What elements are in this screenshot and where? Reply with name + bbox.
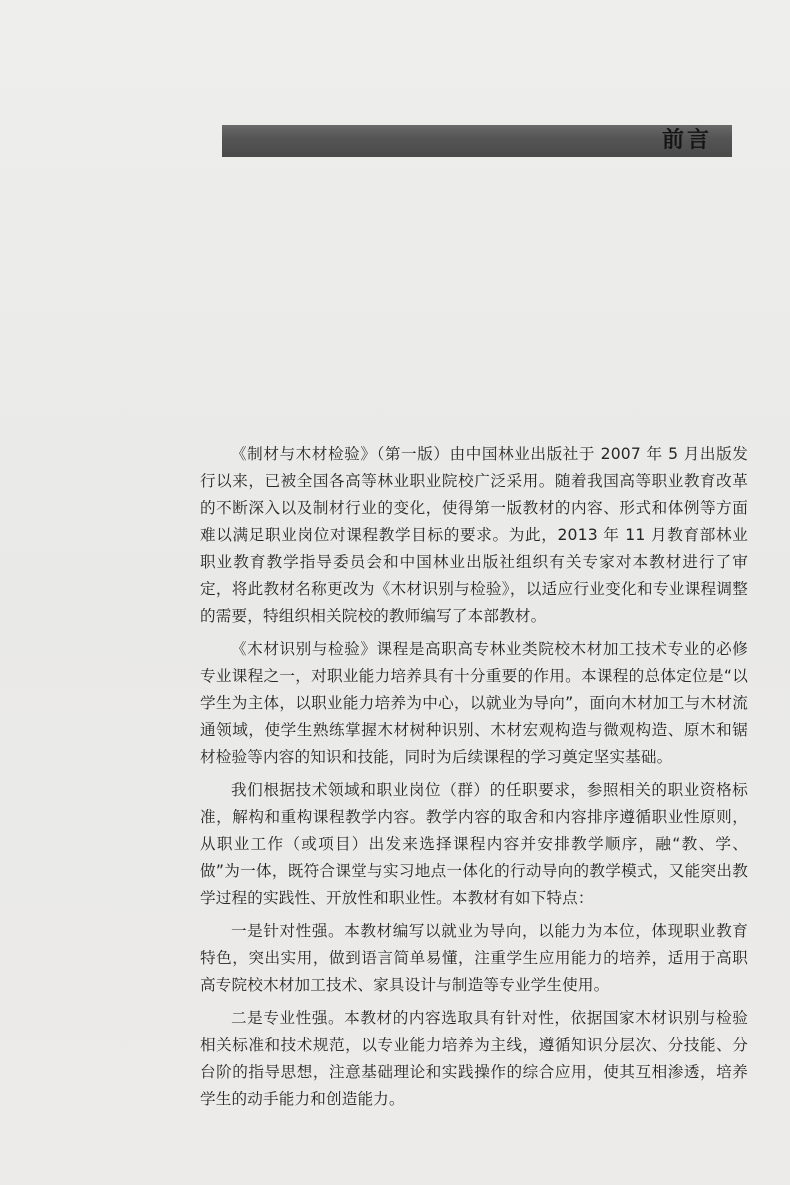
paragraph-5: 二是专业性强。本教材的内容选取具有针对性，依据国家木材识别与检验相关标准和技术规范，以专业能力培养为主线，遵循知识分层次、分技能、分台阶的指导思想，注意基础理论和实践操作的综合应用，使其互相渗透，培养学生的动手能力和创造能力。 bbox=[200, 1009, 748, 1108]
paragraph-4: 一是针对性强。本教材编写以就业为导向，以能力为本位，体现职业教育特色，突出实用，做到语言简单易懂，注重学生应用能力的培养，适用于高职高专院校木材加工技术、家具设计与制造等专业学生使用。 bbox=[200, 922, 748, 994]
preface-body bbox=[200, 441, 748, 1119]
page-title: 前言 bbox=[661, 128, 712, 153]
paragraph-1: 《制材与木材检验》（第一版）由中国林业出版社于 2007 年 5 月出版发行以来，已被全国各高等林业职业院校广泛采用。随着我国高等职业教育改革的不断深入以及制材行业的变化，使得第一版教材的内容、形式和体例等方面难以满足职业岗位对课程教学目标的要求。为此，2013 年 11 月教育部林业职业教育教学指导委员会和中国林业出版社组织有关专家对本教材进行了审定，将此教材名称更改为《木材识别与检验》，以适应行业变化和专业课程调整的需要，特组织相关院校的教师编写了本部教材。 bbox=[200, 445, 748, 625]
paragraph-2: 《木材识别与检验》课程是高职高专林业类院校木材加工技术专业的必修专业课程之一，对职业能力培养具有十分重要的作用。本课程的总体定位是“以学生为主体，以职业能力培养为中心，以就业为导向”，面向木材加工与木材流通领域，使学生熟练掌握木材树种识别、木材宏观构造与微观构造、原木和锯材检验等内容的知识和技能，同时为后续课程的学习奠定坚实基础。 bbox=[200, 640, 748, 766]
paragraph-3: 我们根据技术领域和职业岗位（群）的任职要求，参照相关的职业资格标准，解构和重构课程教学内容。教学内容的取舍和内容排序遵循职业性原则，从职业工作（或项目）出发来选择课程内容并安排教学顺序，融“教、学、做”为一体，既符合课堂与实习地点一体化的行动导向的教学模式，又能突出教学过程的实践性、开放性和职业性。本教材有如下特点： bbox=[200, 781, 748, 907]
title-banner bbox=[222, 125, 732, 157]
